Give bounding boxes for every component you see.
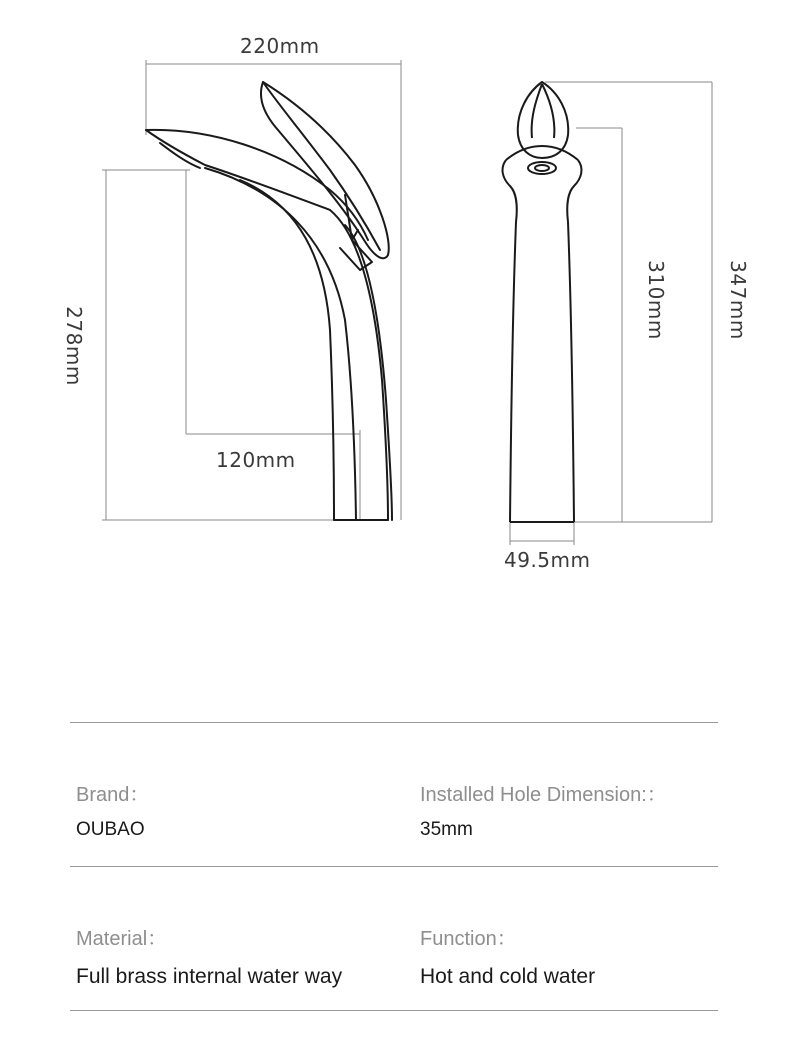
spec-table bbox=[70, 722, 718, 1011]
hole-dimension-label: Installed Hole Dimension:： bbox=[420, 784, 667, 806]
total-height-label: 347mm bbox=[725, 260, 750, 340]
reach-label: 120mm bbox=[216, 448, 296, 472]
material-label: Material： bbox=[76, 928, 168, 950]
spec-row bbox=[70, 867, 718, 1010]
function-label: Function： bbox=[420, 928, 517, 950]
base-width-label: 49.5mm bbox=[504, 548, 591, 572]
brand-cell bbox=[76, 778, 149, 841]
divider bbox=[70, 1010, 718, 1011]
material-value: Full brass internal water way bbox=[76, 965, 343, 988]
faucet-front-view bbox=[503, 82, 582, 522]
material-cell bbox=[76, 922, 342, 989]
brand-label: Brand： bbox=[76, 784, 150, 806]
hole-dimension-value: 35mm bbox=[420, 819, 473, 840]
function-value: Hot and cold water bbox=[420, 965, 596, 988]
width-label: 220mm bbox=[240, 34, 320, 58]
brand-value: OUBAO bbox=[76, 819, 145, 840]
dimension-lines-front-view bbox=[510, 82, 712, 545]
function-cell bbox=[420, 922, 595, 989]
spec-row bbox=[70, 723, 718, 866]
spout-height-label: 310mm bbox=[643, 260, 668, 340]
hole-dimension-cell bbox=[420, 778, 667, 841]
height-label: 278mm bbox=[61, 306, 86, 386]
